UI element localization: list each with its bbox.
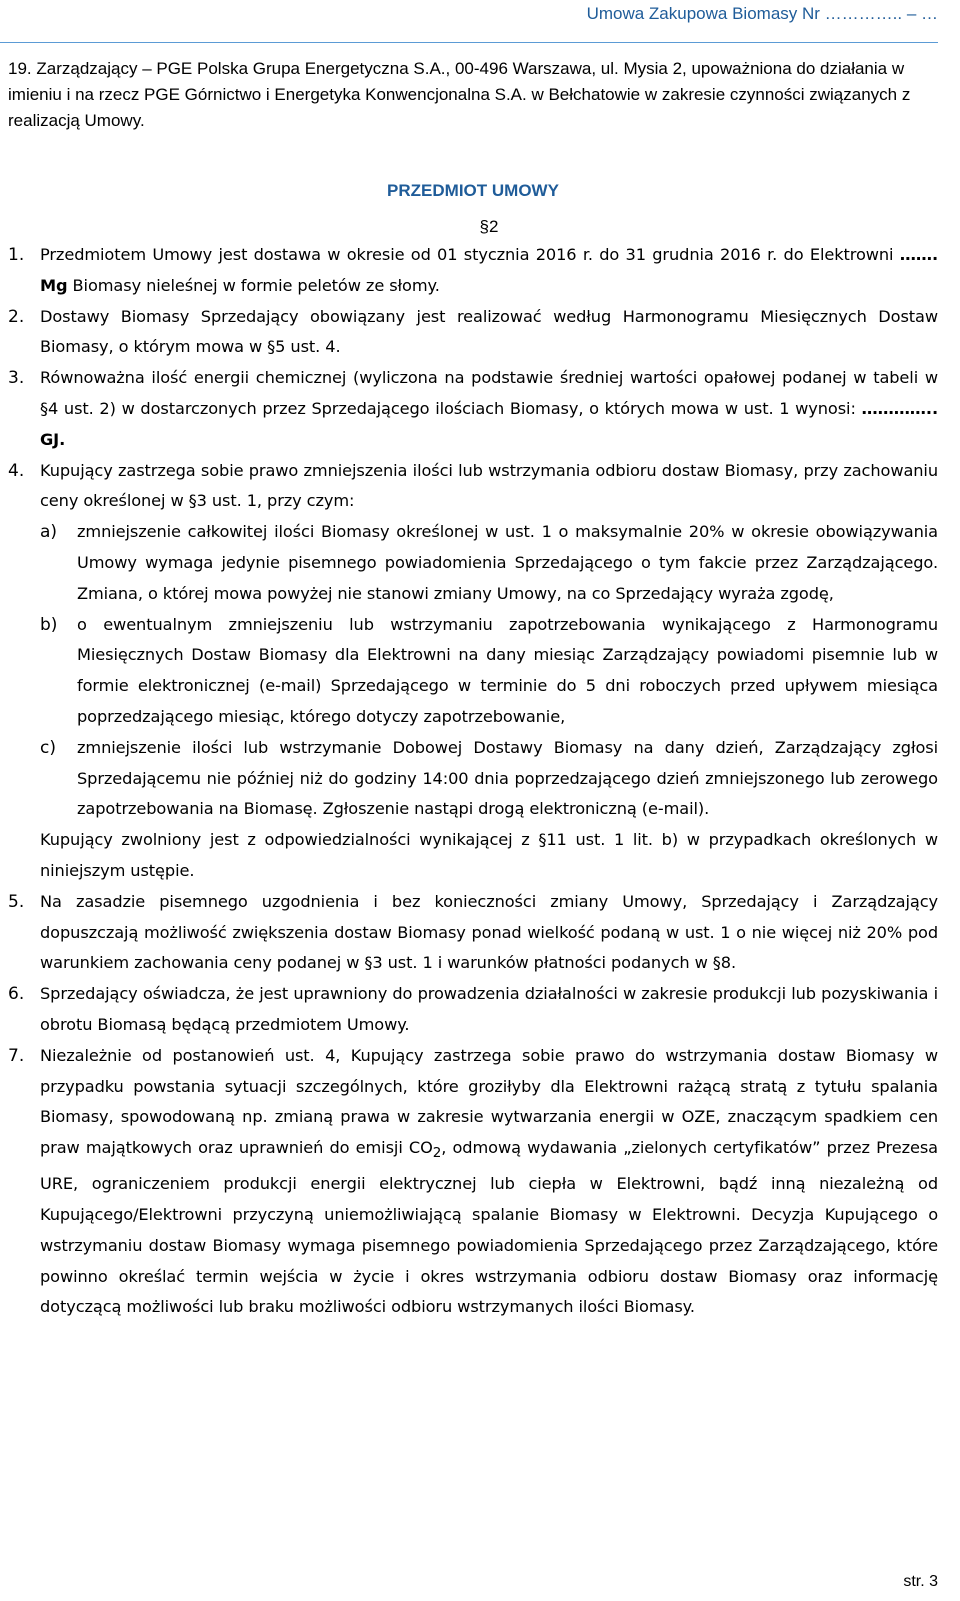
clause-text — [40, 1041, 938, 1323]
clause-1-text-a: Przedmiotem Umowy jest dostawa w okresie od 01 stycznia 2016 r. do 31 grudnia 2016 r. do Elektrowni — [40, 245, 900, 264]
subclause-letter: b) — [40, 614, 58, 635]
clause-number: 3. — [8, 368, 25, 389]
clause-3 — [8, 363, 938, 455]
clause-4-continuation: Kupujący zwolniony jest z odpowiedzialności wynikającej z §11 ust. 1 lit. b) w przypadkach określonych w niniejszym ustępie. — [40, 830, 938, 880]
clause-text: Sprzedający oświadcza, że jest uprawniony do prowadzenia działalności w zakresie produkcji lub pozyskiwania i obrotu Biomasą będącą przedmiotem Umowy. — [40, 984, 938, 1034]
clause-text: Dostawy Biomasy Sprzedający obowiązany jest realizować według Harmonogramu Miesięcznych Dostaw Biomasy, o którym mowa w §5 ust. 4. — [40, 306, 938, 357]
page-number: str. 3 — [903, 1573, 938, 1590]
clause-number: 1. — [8, 245, 25, 265]
subclause-letter: c) — [40, 737, 56, 758]
co2-subscript: 2 — [432, 1145, 442, 1162]
clause-4 — [8, 456, 938, 518]
clause-7-text-b: , odmową wydawania „zielonych certyfikatów” przez Prezesa URE, ograniczeniem produkcji energii elektrycznej lub ciepła w Elektrowni, bądź inną niezależną od Kupującego/Elektrowni przyczyną uniemożliwiającą spalanie Biomasy w Elektrowni. Decyzja Kupującego o wstrzymaniu dostaw Biomasy wymaga pisemnego powiadomienia Sprzedającego przez Zarządzającego, które powinno określać termin wejścia w życie i okres wstrzymania odbioru dostaw Biomasy oraz informację dotyczącą możliwości lub braku możliwości odbioru wstrzymanych ilości Biomasy. — [40, 1138, 938, 1317]
subclause-letter: a) — [40, 522, 58, 543]
clause-2 — [8, 302, 938, 364]
clause-number: 6. — [8, 984, 25, 1005]
clause-number: 2. — [8, 306, 25, 327]
clause-number: 5. — [8, 891, 25, 912]
section-number: §2 — [479, 217, 499, 236]
paragraph-19-number: 19. — [8, 59, 32, 78]
clause-1-quantity: ……. Mg — [40, 245, 938, 295]
subclause-text: zmniejszenie całkowitej ilości Biomasy określonej w ust. 1 o maksymalnie 20% w okresie obowiązywania Umowy wymaga jedynie pisemnego powiadomienia Sprzedającego o tym fakcie przez Zarządzającego. Zmiana, o której mowa powyżej nie stanowi zmiany Umowy, na co Sprzedający wyraża zgodę, — [77, 522, 938, 603]
clause-text — [40, 240, 938, 302]
section-title: PRZEDMIOT UMOWY — [387, 181, 559, 200]
clause-7-text-a: Niezależnie od postanowień ust. 4, Kupujący zastrzega sobie prawo do wstrzymania dostaw Biomasy w przypadku powstania sytuacji szczególnych, które groziłyby dla Elektrowni rażącą stratą z tytułu spalania Biomasy, spowodowaną np. zmianą prawa w zakresie wytwarzania energii w OZE, znaczącym spadkiem cen praw majątkowych oraz uprawnień do emisji CO — [40, 1045, 938, 1158]
subclause-text: o ewentualnym zmniejszeniu lub wstrzymaniu zapotrzebowania wynikającego z Harmonogramu Miesięcznych Dostaw Biomasy dla Elektrowni na dany miesiąc Zarządzający powiadomi pisemnie lub w formie elektronicznej (e-mail) Sprzedającego w terminie do 5 dni roboczych przed upływem miesiąca poprzedzającego miesiąc, którego dotyczy zapotrzebowanie, — [77, 614, 938, 726]
paragraph-19 — [8, 56, 938, 134]
header-title: Umowa Zakupowa Biomasy Nr ………….. – … — [586, 4, 938, 23]
clause-1-text-c: Biomasy nieleśnej w formie peletów ze słomy. — [67, 275, 440, 295]
document-body — [8, 56, 938, 1323]
clause-3-energy-value: ………….. GJ. — [40, 398, 938, 449]
clause-4b — [40, 610, 938, 733]
clause-3-text-a: Równoważna ilość energii chemicznej (wyliczona na podstawie średniej wartości opałowej podanej w tabeli w §4 ust. 2) w dostarczonych przez Sprzedającego ilościach Biomasy, o których mowa w ust. 1 wynosi: — [40, 368, 938, 418]
clause-number: 7. — [8, 1045, 25, 1066]
clause-1 — [8, 240, 938, 302]
page-header — [0, 0, 960, 44]
header-divider — [0, 42, 938, 43]
clause-text: Na zasadzie pisemnego uzgodnienia i bez konieczności zmiany Umowy, Sprzedający i Zarządzający dopuszczają możliwość zwiększenia dostaw Biomasy ponad wielkość podaną w ust. 1 o nie więcej niż 20% pod warunkiem zachowania ceny podanej w §3 ust. 1 i warunków płatności podanych w §8. — [40, 891, 938, 973]
clause-text: Kupujący zastrzega sobie prawo zmniejszenia ilości lub wstrzymania odbioru dostaw Biomasy, przy zachowaniu ceny określonej w §3 ust. 1, przy czym: — [40, 460, 938, 511]
clause-7 — [8, 1041, 938, 1323]
clause-4c — [40, 733, 938, 825]
clause-5 — [8, 887, 938, 979]
paragraph-19-text: Zarządzający – PGE Polska Grupa Energetyczna S.A., 00-496 Warszawa, ul. Mysia 2, upoważniona do działania w imieniu i na rzecz PGE Górnictwo i Energetyka Konwencjonalna S.A. w Bełchatowie w zakresie czynności związanych z realizacją Umowy. — [8, 59, 911, 130]
clause-4a — [40, 517, 938, 609]
clause-6 — [8, 979, 938, 1041]
clause-number: 4. — [8, 460, 25, 481]
clause-text — [40, 363, 938, 455]
subclause-text: zmniejszenie ilości lub wstrzymanie Dobowej Dostawy Biomasy na dany dzień, Zarządzający zgłosi Sprzedającemu nie później niż do godziny 14:00 dnia poprzedzającego dzień zmniejszonego lub zerowego zapotrzebowania na Biomasę. Zgłoszenie nastąpi drogą elektroniczną (e-mail). — [77, 737, 938, 819]
